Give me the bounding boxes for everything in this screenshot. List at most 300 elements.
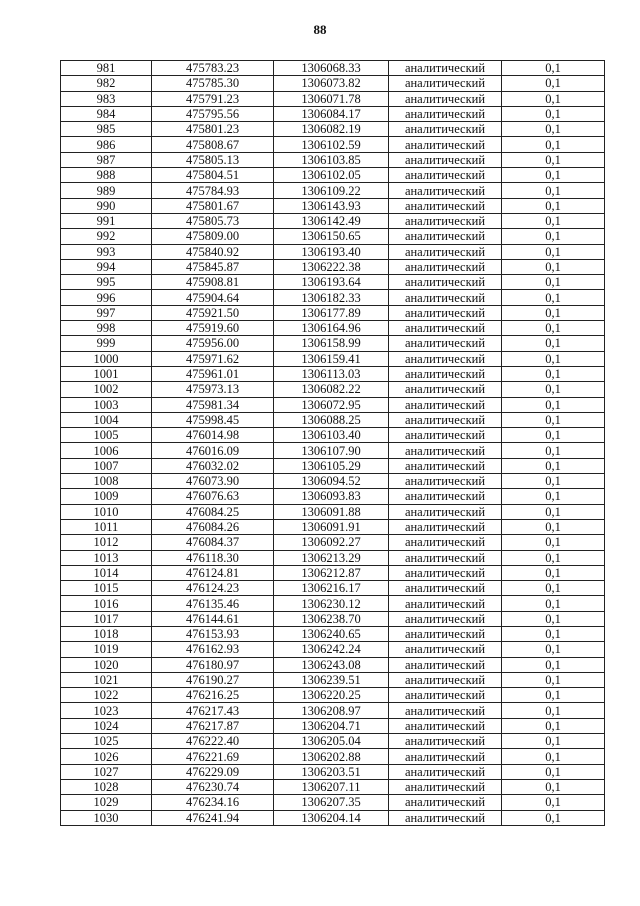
table-row	[61, 734, 605, 749]
x-coordinate-cell: 475961.01	[152, 366, 274, 381]
point-number-cell: 1001	[61, 366, 152, 381]
table-row	[61, 596, 605, 611]
x-coordinate-cell: 476222.40	[152, 734, 274, 749]
table-row	[61, 106, 605, 121]
y-coordinate-cell: 1306082.19	[274, 122, 389, 137]
y-coordinate-cell: 1306202.88	[274, 749, 389, 764]
method-cell: аналитический	[389, 244, 502, 259]
point-number-cell: 1014	[61, 565, 152, 580]
accuracy-cell: 0,1	[502, 183, 605, 198]
table-row	[61, 565, 605, 580]
x-coordinate-cell: 476084.26	[152, 519, 274, 534]
table-row	[61, 672, 605, 687]
x-coordinate-cell: 475785.30	[152, 76, 274, 91]
method-cell: аналитический	[389, 779, 502, 794]
y-coordinate-cell: 1306204.14	[274, 810, 389, 825]
x-coordinate-cell: 475973.13	[152, 382, 274, 397]
table-row	[61, 305, 605, 320]
accuracy-cell: 0,1	[502, 688, 605, 703]
accuracy-cell: 0,1	[502, 474, 605, 489]
accuracy-cell: 0,1	[502, 596, 605, 611]
table-row	[61, 642, 605, 657]
point-number-cell: 986	[61, 137, 152, 152]
accuracy-cell: 0,1	[502, 382, 605, 397]
x-coordinate-cell: 476076.63	[152, 489, 274, 504]
method-cell: аналитический	[389, 596, 502, 611]
y-coordinate-cell: 1306239.51	[274, 672, 389, 687]
accuracy-cell: 0,1	[502, 611, 605, 626]
method-cell: аналитический	[389, 504, 502, 519]
accuracy-cell: 0,1	[502, 657, 605, 672]
point-number-cell: 1003	[61, 397, 152, 412]
table-row	[61, 657, 605, 672]
y-coordinate-cell: 1306193.64	[274, 275, 389, 290]
x-coordinate-cell: 476118.30	[152, 550, 274, 565]
table-row	[61, 581, 605, 596]
point-number-cell: 991	[61, 213, 152, 228]
accuracy-cell: 0,1	[502, 795, 605, 810]
accuracy-cell: 0,1	[502, 275, 605, 290]
method-cell: аналитический	[389, 565, 502, 580]
accuracy-cell: 0,1	[502, 581, 605, 596]
method-cell: аналитический	[389, 428, 502, 443]
accuracy-cell: 0,1	[502, 810, 605, 825]
point-number-cell: 1028	[61, 779, 152, 794]
point-number-cell: 1000	[61, 351, 152, 366]
x-coordinate-cell: 475904.64	[152, 290, 274, 305]
accuracy-cell: 0,1	[502, 458, 605, 473]
point-number-cell: 985	[61, 122, 152, 137]
accuracy-cell: 0,1	[502, 259, 605, 274]
method-cell: аналитический	[389, 366, 502, 381]
table-row	[61, 168, 605, 183]
accuracy-cell: 0,1	[502, 749, 605, 764]
table-row	[61, 259, 605, 274]
method-cell: аналитический	[389, 137, 502, 152]
y-coordinate-cell: 1306113.03	[274, 366, 389, 381]
x-coordinate-cell: 476180.97	[152, 657, 274, 672]
point-number-cell: 1029	[61, 795, 152, 810]
accuracy-cell: 0,1	[502, 76, 605, 91]
accuracy-cell: 0,1	[502, 336, 605, 351]
y-coordinate-cell: 1306094.52	[274, 474, 389, 489]
x-coordinate-cell: 475998.45	[152, 412, 274, 427]
y-coordinate-cell: 1306203.51	[274, 764, 389, 779]
method-cell: аналитический	[389, 642, 502, 657]
point-number-cell: 1027	[61, 764, 152, 779]
table-row	[61, 321, 605, 336]
point-number-cell: 1004	[61, 412, 152, 427]
table-row	[61, 213, 605, 228]
y-coordinate-cell: 1306088.25	[274, 412, 389, 427]
table-row	[61, 152, 605, 167]
accuracy-cell: 0,1	[502, 351, 605, 366]
x-coordinate-cell: 476217.87	[152, 718, 274, 733]
y-coordinate-cell: 1306093.83	[274, 489, 389, 504]
y-coordinate-cell: 1306243.08	[274, 657, 389, 672]
method-cell: аналитический	[389, 106, 502, 121]
table-row	[61, 519, 605, 534]
point-number-cell: 1005	[61, 428, 152, 443]
accuracy-cell: 0,1	[502, 428, 605, 443]
method-cell: аналитический	[389, 76, 502, 91]
y-coordinate-cell: 1306071.78	[274, 91, 389, 106]
accuracy-cell: 0,1	[502, 137, 605, 152]
method-cell: аналитический	[389, 275, 502, 290]
accuracy-cell: 0,1	[502, 642, 605, 657]
table-row	[61, 550, 605, 565]
y-coordinate-cell: 1306205.04	[274, 734, 389, 749]
y-coordinate-cell: 1306193.40	[274, 244, 389, 259]
accuracy-cell: 0,1	[502, 519, 605, 534]
y-coordinate-cell: 1306204.71	[274, 718, 389, 733]
y-coordinate-cell: 1306158.99	[274, 336, 389, 351]
accuracy-cell: 0,1	[502, 366, 605, 381]
accuracy-cell: 0,1	[502, 91, 605, 106]
point-number-cell: 1009	[61, 489, 152, 504]
accuracy-cell: 0,1	[502, 321, 605, 336]
table-row	[61, 703, 605, 718]
x-coordinate-cell: 475784.93	[152, 183, 274, 198]
y-coordinate-cell: 1306091.91	[274, 519, 389, 534]
point-number-cell: 999	[61, 336, 152, 351]
x-coordinate-cell: 475981.34	[152, 397, 274, 412]
y-coordinate-cell: 1306091.88	[274, 504, 389, 519]
accuracy-cell: 0,1	[502, 229, 605, 244]
x-coordinate-cell: 476230.74	[152, 779, 274, 794]
point-number-cell: 981	[61, 61, 152, 76]
table-row	[61, 688, 605, 703]
point-number-cell: 1024	[61, 718, 152, 733]
point-number-cell: 1019	[61, 642, 152, 657]
method-cell: аналитический	[389, 749, 502, 764]
table-row	[61, 779, 605, 794]
table-row	[61, 504, 605, 519]
point-number-cell: 990	[61, 198, 152, 213]
point-number-cell: 992	[61, 229, 152, 244]
point-number-cell: 1023	[61, 703, 152, 718]
accuracy-cell: 0,1	[502, 61, 605, 76]
method-cell: аналитический	[389, 183, 502, 198]
x-coordinate-cell: 476217.43	[152, 703, 274, 718]
table-row	[61, 351, 605, 366]
y-coordinate-cell: 1306159.41	[274, 351, 389, 366]
x-coordinate-cell: 475795.56	[152, 106, 274, 121]
table-row	[61, 91, 605, 106]
point-number-cell: 1015	[61, 581, 152, 596]
point-number-cell: 1026	[61, 749, 152, 764]
point-number-cell: 1025	[61, 734, 152, 749]
table-row	[61, 810, 605, 825]
x-coordinate-cell: 475791.23	[152, 91, 274, 106]
x-coordinate-cell: 476229.09	[152, 764, 274, 779]
method-cell: аналитический	[389, 336, 502, 351]
table-row	[61, 61, 605, 76]
method-cell: аналитический	[389, 550, 502, 565]
table-row	[61, 626, 605, 641]
table-row	[61, 428, 605, 443]
point-number-cell: 982	[61, 76, 152, 91]
method-cell: аналитический	[389, 535, 502, 550]
y-coordinate-cell: 1306102.05	[274, 168, 389, 183]
point-number-cell: 1018	[61, 626, 152, 641]
y-coordinate-cell: 1306177.89	[274, 305, 389, 320]
x-coordinate-cell: 475805.13	[152, 152, 274, 167]
y-coordinate-cell: 1306207.11	[274, 779, 389, 794]
y-coordinate-cell: 1306182.33	[274, 290, 389, 305]
accuracy-cell: 0,1	[502, 244, 605, 259]
method-cell: аналитический	[389, 703, 502, 718]
y-coordinate-cell: 1306082.22	[274, 382, 389, 397]
point-number-cell: 1017	[61, 611, 152, 626]
x-coordinate-cell: 476084.25	[152, 504, 274, 519]
accuracy-cell: 0,1	[502, 672, 605, 687]
method-cell: аналитический	[389, 213, 502, 228]
table-row	[61, 137, 605, 152]
x-coordinate-cell: 475808.67	[152, 137, 274, 152]
method-cell: аналитический	[389, 626, 502, 641]
table-row	[61, 764, 605, 779]
table-row	[61, 198, 605, 213]
point-number-cell: 993	[61, 244, 152, 259]
accuracy-cell: 0,1	[502, 550, 605, 565]
table-row	[61, 795, 605, 810]
table-row	[61, 275, 605, 290]
accuracy-cell: 0,1	[502, 504, 605, 519]
accuracy-cell: 0,1	[502, 626, 605, 641]
method-cell: аналитический	[389, 259, 502, 274]
y-coordinate-cell: 1306220.25	[274, 688, 389, 703]
table-row	[61, 718, 605, 733]
method-cell: аналитический	[389, 718, 502, 733]
x-coordinate-cell: 475971.62	[152, 351, 274, 366]
y-coordinate-cell: 1306068.33	[274, 61, 389, 76]
method-cell: аналитический	[389, 810, 502, 825]
x-coordinate-cell: 475840.92	[152, 244, 274, 259]
x-coordinate-cell: 476135.46	[152, 596, 274, 611]
point-number-cell: 989	[61, 183, 152, 198]
x-coordinate-cell: 476221.69	[152, 749, 274, 764]
x-coordinate-cell: 476124.81	[152, 565, 274, 580]
x-coordinate-cell: 476234.16	[152, 795, 274, 810]
method-cell: аналитический	[389, 198, 502, 213]
point-number-cell: 1007	[61, 458, 152, 473]
y-coordinate-cell: 1306109.22	[274, 183, 389, 198]
x-coordinate-cell: 475919.60	[152, 321, 274, 336]
accuracy-cell: 0,1	[502, 305, 605, 320]
point-number-cell: 997	[61, 305, 152, 320]
table-row	[61, 244, 605, 259]
method-cell: аналитический	[389, 581, 502, 596]
y-coordinate-cell: 1306222.38	[274, 259, 389, 274]
y-coordinate-cell: 1306230.12	[274, 596, 389, 611]
method-cell: аналитический	[389, 764, 502, 779]
method-cell: аналитический	[389, 122, 502, 137]
accuracy-cell: 0,1	[502, 152, 605, 167]
point-number-cell: 1022	[61, 688, 152, 703]
accuracy-cell: 0,1	[502, 734, 605, 749]
y-coordinate-cell: 1306212.87	[274, 565, 389, 580]
table-row	[61, 749, 605, 764]
table-row	[61, 366, 605, 381]
accuracy-cell: 0,1	[502, 703, 605, 718]
y-coordinate-cell: 1306240.65	[274, 626, 389, 641]
method-cell: аналитический	[389, 152, 502, 167]
y-coordinate-cell: 1306107.90	[274, 443, 389, 458]
table-row	[61, 336, 605, 351]
table-row	[61, 458, 605, 473]
x-coordinate-cell: 475783.23	[152, 61, 274, 76]
y-coordinate-cell: 1306102.59	[274, 137, 389, 152]
coordinates-table	[60, 60, 605, 826]
method-cell: аналитический	[389, 397, 502, 412]
method-cell: аналитический	[389, 382, 502, 397]
table-row	[61, 290, 605, 305]
x-coordinate-cell: 475801.67	[152, 198, 274, 213]
method-cell: аналитический	[389, 474, 502, 489]
x-coordinate-cell: 475809.00	[152, 229, 274, 244]
point-number-cell: 1013	[61, 550, 152, 565]
point-number-cell: 1016	[61, 596, 152, 611]
method-cell: аналитический	[389, 443, 502, 458]
accuracy-cell: 0,1	[502, 106, 605, 121]
point-number-cell: 1021	[61, 672, 152, 687]
accuracy-cell: 0,1	[502, 718, 605, 733]
point-number-cell: 1011	[61, 519, 152, 534]
method-cell: аналитический	[389, 168, 502, 183]
method-cell: аналитический	[389, 657, 502, 672]
x-coordinate-cell: 476144.61	[152, 611, 274, 626]
table-row	[61, 229, 605, 244]
y-coordinate-cell: 1306164.96	[274, 321, 389, 336]
x-coordinate-cell: 476014.98	[152, 428, 274, 443]
x-coordinate-cell: 475804.51	[152, 168, 274, 183]
table-row	[61, 76, 605, 91]
y-coordinate-cell: 1306073.82	[274, 76, 389, 91]
point-number-cell: 987	[61, 152, 152, 167]
table-row	[61, 412, 605, 427]
method-cell: аналитический	[389, 412, 502, 427]
method-cell: аналитический	[389, 611, 502, 626]
method-cell: аналитический	[389, 519, 502, 534]
point-number-cell: 1012	[61, 535, 152, 550]
method-cell: аналитический	[389, 672, 502, 687]
table-row	[61, 443, 605, 458]
x-coordinate-cell: 476241.94	[152, 810, 274, 825]
point-number-cell: 1020	[61, 657, 152, 672]
y-coordinate-cell: 1306143.93	[274, 198, 389, 213]
method-cell: аналитический	[389, 321, 502, 336]
x-coordinate-cell: 475908.81	[152, 275, 274, 290]
x-coordinate-cell: 476073.90	[152, 474, 274, 489]
x-coordinate-cell: 476016.09	[152, 443, 274, 458]
point-number-cell: 994	[61, 259, 152, 274]
x-coordinate-cell: 476190.27	[152, 672, 274, 687]
accuracy-cell: 0,1	[502, 198, 605, 213]
table-body	[61, 61, 605, 826]
method-cell: аналитический	[389, 795, 502, 810]
table-row	[61, 183, 605, 198]
y-coordinate-cell: 1306208.97	[274, 703, 389, 718]
y-coordinate-cell: 1306103.40	[274, 428, 389, 443]
accuracy-cell: 0,1	[502, 779, 605, 794]
point-number-cell: 1008	[61, 474, 152, 489]
method-cell: аналитический	[389, 229, 502, 244]
accuracy-cell: 0,1	[502, 565, 605, 580]
x-coordinate-cell: 476153.93	[152, 626, 274, 641]
point-number-cell: 1010	[61, 504, 152, 519]
y-coordinate-cell: 1306242.24	[274, 642, 389, 657]
method-cell: аналитический	[389, 688, 502, 703]
point-number-cell: 1002	[61, 382, 152, 397]
page-number: 88	[313, 22, 327, 37]
point-number-cell: 996	[61, 290, 152, 305]
point-number-cell: 984	[61, 106, 152, 121]
x-coordinate-cell: 475956.00	[152, 336, 274, 351]
point-number-cell: 1030	[61, 810, 152, 825]
method-cell: аналитический	[389, 305, 502, 320]
method-cell: аналитический	[389, 91, 502, 106]
point-number-cell: 998	[61, 321, 152, 336]
accuracy-cell: 0,1	[502, 535, 605, 550]
y-coordinate-cell: 1306150.65	[274, 229, 389, 244]
x-coordinate-cell: 476084.37	[152, 535, 274, 550]
accuracy-cell: 0,1	[502, 122, 605, 137]
method-cell: аналитический	[389, 734, 502, 749]
table-row	[61, 489, 605, 504]
x-coordinate-cell: 476162.93	[152, 642, 274, 657]
y-coordinate-cell: 1306216.17	[274, 581, 389, 596]
method-cell: аналитический	[389, 290, 502, 305]
table-row	[61, 122, 605, 137]
point-number-cell: 1006	[61, 443, 152, 458]
accuracy-cell: 0,1	[502, 764, 605, 779]
y-coordinate-cell: 1306142.49	[274, 213, 389, 228]
accuracy-cell: 0,1	[502, 168, 605, 183]
y-coordinate-cell: 1306084.17	[274, 106, 389, 121]
x-coordinate-cell: 476124.23	[152, 581, 274, 596]
point-number-cell: 983	[61, 91, 152, 106]
x-coordinate-cell: 476216.25	[152, 688, 274, 703]
y-coordinate-cell: 1306105.29	[274, 458, 389, 473]
x-coordinate-cell: 475845.87	[152, 259, 274, 274]
x-coordinate-cell: 475805.73	[152, 213, 274, 228]
table-row	[61, 535, 605, 550]
accuracy-cell: 0,1	[502, 412, 605, 427]
accuracy-cell: 0,1	[502, 290, 605, 305]
y-coordinate-cell: 1306072.95	[274, 397, 389, 412]
y-coordinate-cell: 1306213.29	[274, 550, 389, 565]
y-coordinate-cell: 1306103.85	[274, 152, 389, 167]
accuracy-cell: 0,1	[502, 213, 605, 228]
y-coordinate-cell: 1306092.27	[274, 535, 389, 550]
accuracy-cell: 0,1	[502, 443, 605, 458]
accuracy-cell: 0,1	[502, 489, 605, 504]
x-coordinate-cell: 475801.23	[152, 122, 274, 137]
accuracy-cell: 0,1	[502, 397, 605, 412]
table-row	[61, 611, 605, 626]
table-row	[61, 474, 605, 489]
point-number-cell: 995	[61, 275, 152, 290]
method-cell: аналитический	[389, 458, 502, 473]
method-cell: аналитический	[389, 351, 502, 366]
table-row	[61, 397, 605, 412]
method-cell: аналитический	[389, 61, 502, 76]
method-cell: аналитический	[389, 489, 502, 504]
point-number-cell: 988	[61, 168, 152, 183]
table-row	[61, 382, 605, 397]
x-coordinate-cell: 475921.50	[152, 305, 274, 320]
